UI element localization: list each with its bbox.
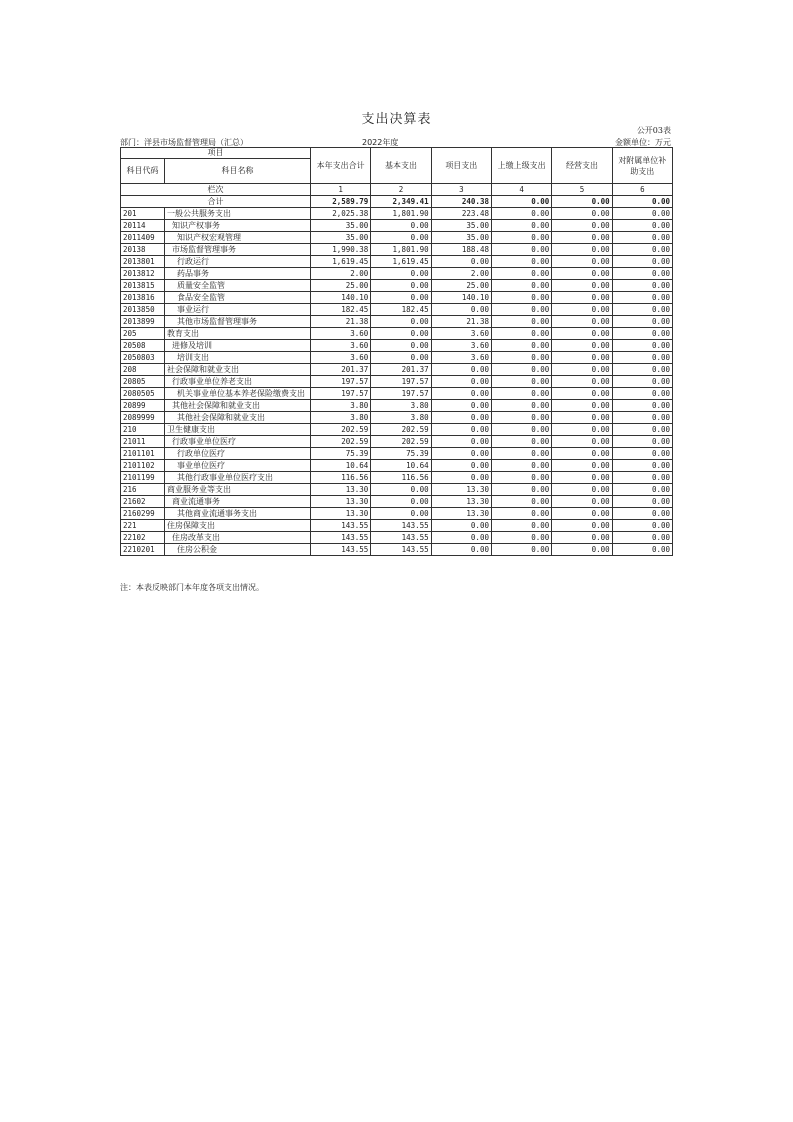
amount-cell: 0.00 (612, 304, 672, 316)
amount-cell: 223.48 (431, 208, 491, 220)
subject-code: 20508 (121, 340, 165, 352)
table-row (121, 412, 673, 424)
form-code: 公开03表 (636, 126, 671, 135)
amount-cell: 0.00 (612, 232, 672, 244)
amount-cell: 13.30 (311, 508, 371, 520)
amount-cell: 0.00 (612, 220, 672, 232)
amount-cell: 35.00 (311, 232, 371, 244)
subject-code: 2013850 (121, 304, 165, 316)
column-index-label: 栏次 (121, 184, 311, 196)
amount-cell: 0.00 (431, 412, 491, 424)
amount-cell: 0.00 (431, 544, 491, 556)
amount-cell: 0.00 (431, 436, 491, 448)
table-row (121, 364, 673, 376)
header-col-3: 项目支出 (431, 148, 491, 184)
amount-cell: 13.30 (431, 508, 491, 520)
amount-cell: 10.64 (311, 460, 371, 472)
amount-cell: 0.00 (491, 316, 551, 328)
amount-cell: 3.60 (431, 340, 491, 352)
amount-cell: 0.00 (491, 208, 551, 220)
amount-cell: 0.00 (612, 328, 672, 340)
amount-cell: 0.00 (552, 340, 612, 352)
subject-name: 市场监督管理事务 (165, 244, 311, 256)
table-row (121, 472, 673, 484)
amount-cell: 0.00 (371, 484, 431, 496)
amount-cell: 0.00 (431, 376, 491, 388)
amount-cell: 13.30 (431, 484, 491, 496)
amount-cell: 0.00 (612, 364, 672, 376)
amount-cell: 0.00 (491, 388, 551, 400)
amount-cell: 0.00 (371, 268, 431, 280)
amount-cell: 0.00 (491, 412, 551, 424)
subject-name: 其他商业流通事务支出 (165, 508, 311, 520)
fiscal-year: 2022年度 (362, 138, 399, 147)
amount-cell: 35.00 (431, 220, 491, 232)
amount-cell: 0.00 (552, 208, 612, 220)
amount-cell: 0.00 (552, 484, 612, 496)
subject-code: 20899 (121, 400, 165, 412)
amount-cell: 0.00 (612, 544, 672, 556)
amount-cell: 197.57 (311, 376, 371, 388)
subject-code: 205 (121, 328, 165, 340)
amount-cell: 0.00 (491, 400, 551, 412)
expenditure-table (120, 147, 673, 556)
amount-cell: 0.00 (552, 280, 612, 292)
amount-cell: 0.00 (371, 328, 431, 340)
amount-cell: 143.55 (371, 520, 431, 532)
amount-cell: 0.00 (491, 244, 551, 256)
amount-cell: 0.00 (612, 340, 672, 352)
total-value: 2,589.79 (311, 196, 371, 208)
amount-cell: 0.00 (371, 220, 431, 232)
amount-cell: 13.30 (431, 496, 491, 508)
amount-cell: 201.37 (311, 364, 371, 376)
amount-cell: 0.00 (491, 508, 551, 520)
table-row (121, 424, 673, 436)
subject-code: 221 (121, 520, 165, 532)
header-col-5: 经营支出 (552, 148, 612, 184)
table-row (121, 460, 673, 472)
header-name: 科目名称 (165, 159, 311, 184)
amount-cell: 0.00 (612, 520, 672, 532)
amount-cell: 1,619.45 (311, 256, 371, 268)
amount-cell: 182.45 (311, 304, 371, 316)
subject-name: 培训支出 (165, 352, 311, 364)
amount-cell: 0.00 (612, 316, 672, 328)
header-col-1: 本年支出合计 (311, 148, 371, 184)
amount-cell: 0.00 (431, 400, 491, 412)
amount-cell: 21.38 (431, 316, 491, 328)
subject-code: 2013812 (121, 268, 165, 280)
subject-code: 216 (121, 484, 165, 496)
amount-cell: 0.00 (491, 328, 551, 340)
header-row-item (121, 148, 673, 159)
subject-code: 2101102 (121, 460, 165, 472)
table-row (121, 316, 673, 328)
amount-cell: 21.38 (311, 316, 371, 328)
subject-name: 进修及培训 (165, 340, 311, 352)
amount-cell: 0.00 (491, 436, 551, 448)
amount-cell: 188.48 (431, 244, 491, 256)
amount-cell: 0.00 (552, 508, 612, 520)
amount-cell: 3.80 (371, 400, 431, 412)
subject-code: 22102 (121, 532, 165, 544)
amount-cell: 143.55 (371, 544, 431, 556)
amount-unit: 金额单位：万元 (615, 138, 671, 147)
amount-cell: 197.57 (371, 388, 431, 400)
subject-code: 2089999 (121, 412, 165, 424)
amount-cell: 0.00 (491, 496, 551, 508)
subject-code: 210 (121, 424, 165, 436)
amount-cell: 0.00 (612, 484, 672, 496)
subject-name: 知识产权事务 (165, 220, 311, 232)
amount-cell: 0.00 (552, 220, 612, 232)
subject-name: 行政事业单位养老支出 (165, 376, 311, 388)
amount-cell: 3.60 (311, 352, 371, 364)
amount-cell: 0.00 (552, 316, 612, 328)
subject-name: 知识产权宏观管理 (165, 232, 311, 244)
amount-cell: 25.00 (311, 280, 371, 292)
subject-code: 2011409 (121, 232, 165, 244)
amount-cell: 13.30 (311, 484, 371, 496)
amount-cell: 0.00 (491, 544, 551, 556)
amount-cell: 197.57 (311, 388, 371, 400)
amount-cell: 1,801.90 (371, 244, 431, 256)
subject-code: 2013899 (121, 316, 165, 328)
amount-cell: 143.55 (311, 520, 371, 532)
amount-cell: 0.00 (552, 244, 612, 256)
amount-cell: 0.00 (552, 448, 612, 460)
amount-cell: 116.56 (371, 472, 431, 484)
total-label: 合计 (121, 196, 311, 208)
amount-cell: 202.59 (371, 424, 431, 436)
amount-cell: 0.00 (431, 364, 491, 376)
column-index-2: 2 (371, 184, 431, 196)
amount-cell: 3.60 (311, 340, 371, 352)
amount-cell: 0.00 (371, 292, 431, 304)
amount-cell: 0.00 (491, 364, 551, 376)
amount-cell: 0.00 (552, 496, 612, 508)
amount-cell: 0.00 (612, 400, 672, 412)
amount-cell: 0.00 (552, 472, 612, 484)
amount-cell: 0.00 (491, 520, 551, 532)
total-value: 240.38 (431, 196, 491, 208)
subject-code: 208 (121, 364, 165, 376)
amount-cell: 0.00 (431, 304, 491, 316)
amount-cell: 0.00 (491, 304, 551, 316)
header-item: 项目 (121, 148, 311, 159)
subject-code: 21011 (121, 436, 165, 448)
table-row (121, 232, 673, 244)
amount-cell: 202.59 (311, 424, 371, 436)
column-index-5: 5 (552, 184, 612, 196)
amount-cell: 0.00 (612, 460, 672, 472)
total-value: 0.00 (552, 196, 612, 208)
subject-code: 20114 (121, 220, 165, 232)
subject-name: 社会保障和就业支出 (165, 364, 311, 376)
amount-cell: 0.00 (612, 496, 672, 508)
amount-cell: 0.00 (491, 256, 551, 268)
amount-cell: 3.80 (311, 400, 371, 412)
department-label: 部门：洋县市场监督管理局（汇总） (120, 138, 248, 147)
amount-cell: 201.37 (371, 364, 431, 376)
amount-cell: 0.00 (612, 268, 672, 280)
table-row (121, 508, 673, 520)
amount-cell: 0.00 (612, 280, 672, 292)
amount-cell: 0.00 (491, 532, 551, 544)
amount-cell: 0.00 (552, 544, 612, 556)
amount-cell: 0.00 (491, 232, 551, 244)
table-row (121, 292, 673, 304)
amount-cell: 0.00 (552, 376, 612, 388)
amount-cell: 0.00 (371, 280, 431, 292)
subject-name: 药品事务 (165, 268, 311, 280)
amount-cell: 3.80 (311, 412, 371, 424)
amount-cell: 0.00 (612, 388, 672, 400)
amount-cell: 0.00 (612, 532, 672, 544)
amount-cell: 0.00 (612, 412, 672, 424)
amount-cell: 1,990.38 (311, 244, 371, 256)
table-row (121, 496, 673, 508)
amount-cell: 0.00 (612, 256, 672, 268)
subject-name: 其他行政事业单位医疗支出 (165, 472, 311, 484)
total-value: 0.00 (491, 196, 551, 208)
total-row (121, 196, 673, 208)
subject-name: 其他社会保障和就业支出 (165, 400, 311, 412)
subject-code: 2013816 (121, 292, 165, 304)
subject-code: 2101199 (121, 472, 165, 484)
amount-cell: 3.60 (431, 352, 491, 364)
amount-cell: 0.00 (431, 448, 491, 460)
table-row (121, 340, 673, 352)
amount-cell: 35.00 (431, 232, 491, 244)
amount-cell: 0.00 (491, 472, 551, 484)
amount-cell: 0.00 (612, 472, 672, 484)
subject-code: 20805 (121, 376, 165, 388)
amount-cell: 0.00 (431, 388, 491, 400)
subject-name: 机关事业单位基本养老保险缴费支出 (165, 388, 311, 400)
amount-cell: 0.00 (612, 424, 672, 436)
header-col-6: 对附属单位补助支出 (612, 148, 672, 184)
amount-cell: 0.00 (552, 328, 612, 340)
subject-code: 2101101 (121, 448, 165, 460)
table-row (121, 484, 673, 496)
subject-code: 2050803 (121, 352, 165, 364)
amount-cell: 0.00 (491, 220, 551, 232)
amount-cell: 0.00 (552, 268, 612, 280)
amount-cell: 143.55 (311, 544, 371, 556)
subject-name: 行政运行 (165, 256, 311, 268)
column-index-3: 3 (431, 184, 491, 196)
amount-cell: 116.56 (311, 472, 371, 484)
amount-cell: 0.00 (612, 448, 672, 460)
subject-name: 商业流通事务 (165, 496, 311, 508)
amount-cell: 0.00 (552, 424, 612, 436)
amount-cell: 0.00 (612, 208, 672, 220)
amount-cell: 0.00 (431, 520, 491, 532)
table-row (121, 400, 673, 412)
amount-cell: 0.00 (552, 532, 612, 544)
amount-cell: 0.00 (612, 376, 672, 388)
amount-cell: 143.55 (311, 532, 371, 544)
amount-cell: 0.00 (552, 388, 612, 400)
amount-cell: 0.00 (431, 532, 491, 544)
table-row (121, 436, 673, 448)
table-row (121, 256, 673, 268)
amount-cell: 0.00 (491, 292, 551, 304)
table-row (121, 208, 673, 220)
subject-name: 食品安全监管 (165, 292, 311, 304)
subject-name: 教育支出 (165, 328, 311, 340)
amount-cell: 0.00 (612, 352, 672, 364)
subject-name: 一般公共服务支出 (165, 208, 311, 220)
subject-code: 2013815 (121, 280, 165, 292)
column-index-4: 4 (491, 184, 551, 196)
subject-name: 事业运行 (165, 304, 311, 316)
amount-cell: 0.00 (552, 436, 612, 448)
amount-cell: 0.00 (491, 460, 551, 472)
amount-cell: 0.00 (552, 232, 612, 244)
amount-cell: 3.60 (311, 328, 371, 340)
amount-cell: 0.00 (371, 316, 431, 328)
amount-cell: 0.00 (491, 484, 551, 496)
amount-cell: 202.59 (371, 436, 431, 448)
amount-cell: 10.64 (371, 460, 431, 472)
amount-cell: 0.00 (371, 352, 431, 364)
amount-cell: 0.00 (371, 232, 431, 244)
amount-cell: 140.10 (311, 292, 371, 304)
amount-cell: 197.57 (371, 376, 431, 388)
header-col-2: 基本支出 (371, 148, 431, 184)
subject-code: 2080505 (121, 388, 165, 400)
amount-cell: 0.00 (491, 424, 551, 436)
amount-cell: 1,801.90 (371, 208, 431, 220)
subject-code: 2160299 (121, 508, 165, 520)
amount-cell: 202.59 (311, 436, 371, 448)
amount-cell: 75.39 (371, 448, 431, 460)
amount-cell: 143.55 (371, 532, 431, 544)
amount-cell: 0.00 (552, 292, 612, 304)
subject-name: 事业单位医疗 (165, 460, 311, 472)
column-index-6: 6 (612, 184, 672, 196)
subject-code: 20138 (121, 244, 165, 256)
amount-cell: 1,619.45 (371, 256, 431, 268)
subject-name: 商业服务业等支出 (165, 484, 311, 496)
amount-cell: 0.00 (491, 352, 551, 364)
amount-cell: 0.00 (552, 364, 612, 376)
amount-cell: 182.45 (371, 304, 431, 316)
amount-cell: 2,025.38 (311, 208, 371, 220)
table-row (121, 268, 673, 280)
amount-cell: 2.00 (431, 268, 491, 280)
subject-name: 质量安全监管 (165, 280, 311, 292)
subject-name: 其他市场监督管理事务 (165, 316, 311, 328)
header-code: 科目代码 (121, 159, 165, 184)
subject-code: 21602 (121, 496, 165, 508)
amount-cell: 0.00 (552, 256, 612, 268)
amount-cell: 0.00 (552, 412, 612, 424)
table-row (121, 244, 673, 256)
column-index-row (121, 184, 673, 196)
subject-name: 住房保障支出 (165, 520, 311, 532)
subject-name: 行政事业单位医疗 (165, 436, 311, 448)
amount-cell: 0.00 (431, 472, 491, 484)
amount-cell: 0.00 (612, 292, 672, 304)
table-note: 注：本表反映部门本年度各项支出情况。 (120, 583, 264, 592)
amount-cell: 0.00 (371, 508, 431, 520)
table-row (121, 352, 673, 364)
table-row (121, 388, 673, 400)
amount-cell: 0.00 (552, 304, 612, 316)
subject-code: 201 (121, 208, 165, 220)
amount-cell: 3.60 (431, 328, 491, 340)
subject-code: 2013801 (121, 256, 165, 268)
amount-cell: 0.00 (371, 340, 431, 352)
amount-cell: 0.00 (491, 280, 551, 292)
amount-cell: 2.00 (311, 268, 371, 280)
header-col-4: 上缴上级支出 (491, 148, 551, 184)
amount-cell: 0.00 (612, 436, 672, 448)
amount-cell: 0.00 (371, 496, 431, 508)
table-row (121, 448, 673, 460)
table-body (121, 148, 673, 556)
table-row (121, 544, 673, 556)
amount-cell: 0.00 (431, 256, 491, 268)
column-index-1: 1 (311, 184, 371, 196)
table-row (121, 532, 673, 544)
subject-name: 住房改革支出 (165, 532, 311, 544)
table-row (121, 520, 673, 532)
amount-cell: 0.00 (431, 460, 491, 472)
page-title: 支出决算表 (361, 112, 432, 127)
amount-cell: 13.30 (311, 496, 371, 508)
table-row (121, 304, 673, 316)
amount-cell: 0.00 (552, 400, 612, 412)
amount-cell: 75.39 (311, 448, 371, 460)
amount-cell: 0.00 (552, 352, 612, 364)
table-row (121, 220, 673, 232)
subject-name: 其他社会保障和就业支出 (165, 412, 311, 424)
amount-cell: 0.00 (491, 340, 551, 352)
amount-cell: 0.00 (491, 376, 551, 388)
amount-cell: 0.00 (552, 520, 612, 532)
amount-cell: 25.00 (431, 280, 491, 292)
subject-name: 住房公积金 (165, 544, 311, 556)
table-row (121, 280, 673, 292)
amount-cell: 0.00 (612, 508, 672, 520)
total-value: 2,349.41 (371, 196, 431, 208)
amount-cell: 0.00 (552, 460, 612, 472)
amount-cell: 35.00 (311, 220, 371, 232)
table-row (121, 376, 673, 388)
amount-cell: 0.00 (431, 424, 491, 436)
amount-cell: 0.00 (491, 448, 551, 460)
amount-cell: 3.80 (371, 412, 431, 424)
subject-name: 卫生健康支出 (165, 424, 311, 436)
subject-code: 2210201 (121, 544, 165, 556)
amount-cell: 0.00 (612, 244, 672, 256)
amount-cell: 0.00 (491, 268, 551, 280)
total-value: 0.00 (612, 196, 672, 208)
subject-name: 行政单位医疗 (165, 448, 311, 460)
table-row (121, 328, 673, 340)
amount-cell: 140.10 (431, 292, 491, 304)
